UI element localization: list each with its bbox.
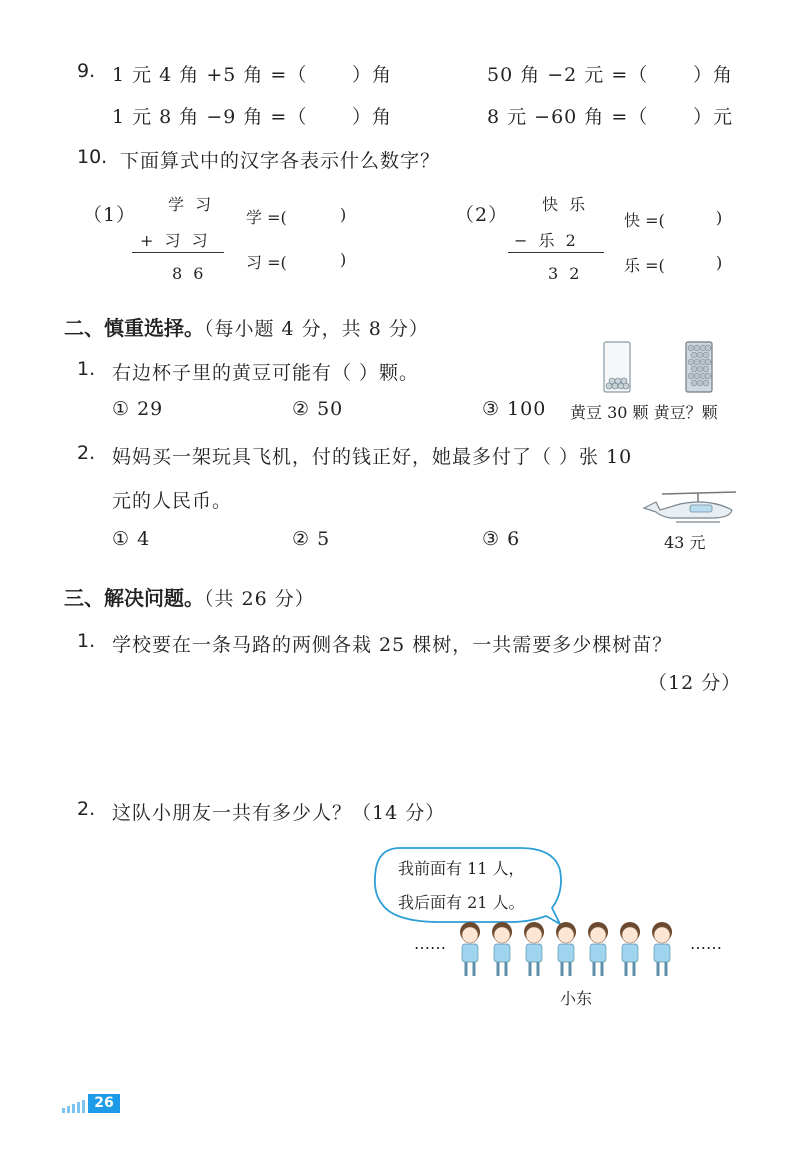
question-number: 1. — [77, 630, 96, 652]
section-score-note: （共 26 分） — [204, 588, 315, 610]
toy-plane-icon — [640, 488, 740, 526]
question-text: 右边杯子里的黄豆可能有（ ）颗。 — [112, 362, 420, 384]
bean-cups-illustration — [596, 340, 722, 396]
question-text: 下面算式中的汉字各表示什么数字？ — [120, 150, 441, 172]
equation: 50 角 −2 元 =（ — [487, 64, 649, 86]
question-text: 这队小朋友一共有多少人？（14 分） — [112, 802, 446, 824]
minuend: 快 乐 — [542, 195, 589, 214]
cups-caption: 黄豆 30 颗 黄豆？颗 — [570, 403, 718, 422]
question-number: 2. — [77, 442, 96, 464]
child-figure-icon — [588, 922, 608, 976]
section-heading — [64, 582, 315, 611]
score-note: （12 分） — [648, 672, 742, 694]
question-text: 妈妈买一架玩具飞机，付的钱正好，她最多付了（ ）张 10 — [112, 446, 633, 468]
child-figure-icon — [556, 922, 576, 976]
difference-result: 3 2 — [548, 264, 583, 283]
answer-close: ) — [340, 250, 347, 269]
equation: 1 元 8 角 −9 角 =（ — [112, 106, 308, 128]
question-number: 2. — [77, 798, 96, 820]
speech-line-1: 我前面有 11 人， — [398, 859, 525, 878]
sum-line — [132, 252, 224, 253]
section-heading — [64, 312, 429, 341]
section-title: 三、解决问题。 — [64, 586, 204, 610]
child-figure-icon — [492, 922, 512, 976]
ellipsis-right: …… — [690, 934, 722, 953]
children-line-illustration — [456, 918, 688, 984]
addend-bottom: + 习 习 — [140, 231, 211, 250]
subtrahend: − 乐 2 — [514, 231, 579, 250]
section-title: 二、慎重选择。 — [64, 316, 204, 340]
child-figure-icon — [652, 922, 672, 976]
part-label: （1） — [83, 204, 137, 226]
answer-unit: ）角 — [352, 64, 393, 86]
answer-close: ) — [340, 205, 347, 224]
price-label: 43 元 — [664, 533, 706, 552]
addend-top: 学 习 — [168, 195, 215, 214]
speech-line-2: 我后面有 21 人。 — [398, 893, 525, 912]
answer-unit: ）角 — [352, 106, 393, 128]
option-b[interactable]: ② 5 — [292, 528, 331, 550]
cup-full-beans-icon — [686, 342, 712, 392]
question-text-cont: 元的人民币。 — [112, 490, 233, 512]
ellipsis-left: …… — [414, 934, 446, 953]
cup-30-beans-icon — [604, 342, 630, 392]
equation: 8 元 −60 角 =（ — [487, 106, 649, 128]
answer-unit: ）角 — [693, 64, 734, 86]
question-number: 1. — [77, 358, 96, 380]
page-number: 26 — [88, 1094, 120, 1113]
equation: 1 元 4 角 +5 角 =（ — [112, 64, 308, 86]
section-score-note: （每小题 4 分，共 8 分） — [204, 318, 429, 340]
answer-xue: 学 =( — [246, 208, 287, 227]
question-number: 9. — [77, 60, 96, 82]
option-b[interactable]: ② 50 — [292, 398, 344, 420]
child-figure-icon — [460, 922, 480, 976]
child-figure-icon — [524, 922, 544, 976]
answer-unit: ）元 — [693, 106, 734, 128]
answer-le: 乐 =( — [624, 256, 665, 275]
child-figure-icon — [620, 922, 640, 976]
question-text: 学校要在一条马路的两侧各栽 25 棵树，一共需要多少棵树苗？ — [112, 634, 673, 656]
xiaodong-label: 小东 — [560, 989, 593, 1008]
option-c[interactable]: ③ 6 — [482, 528, 521, 550]
answer-close: ) — [716, 208, 723, 227]
part-label: （2） — [455, 204, 509, 226]
sum-result: 8 6 — [172, 264, 207, 283]
answer-xi: 习 =( — [246, 253, 287, 272]
difference-line — [508, 252, 604, 253]
question-number: 10. — [77, 146, 108, 168]
answer-kuai: 快 =( — [624, 211, 665, 230]
option-a[interactable]: ① 29 — [112, 398, 164, 420]
option-c[interactable]: ③ 100 — [482, 398, 547, 420]
option-a[interactable]: ① 4 — [112, 528, 151, 550]
answer-close: ) — [716, 253, 723, 272]
